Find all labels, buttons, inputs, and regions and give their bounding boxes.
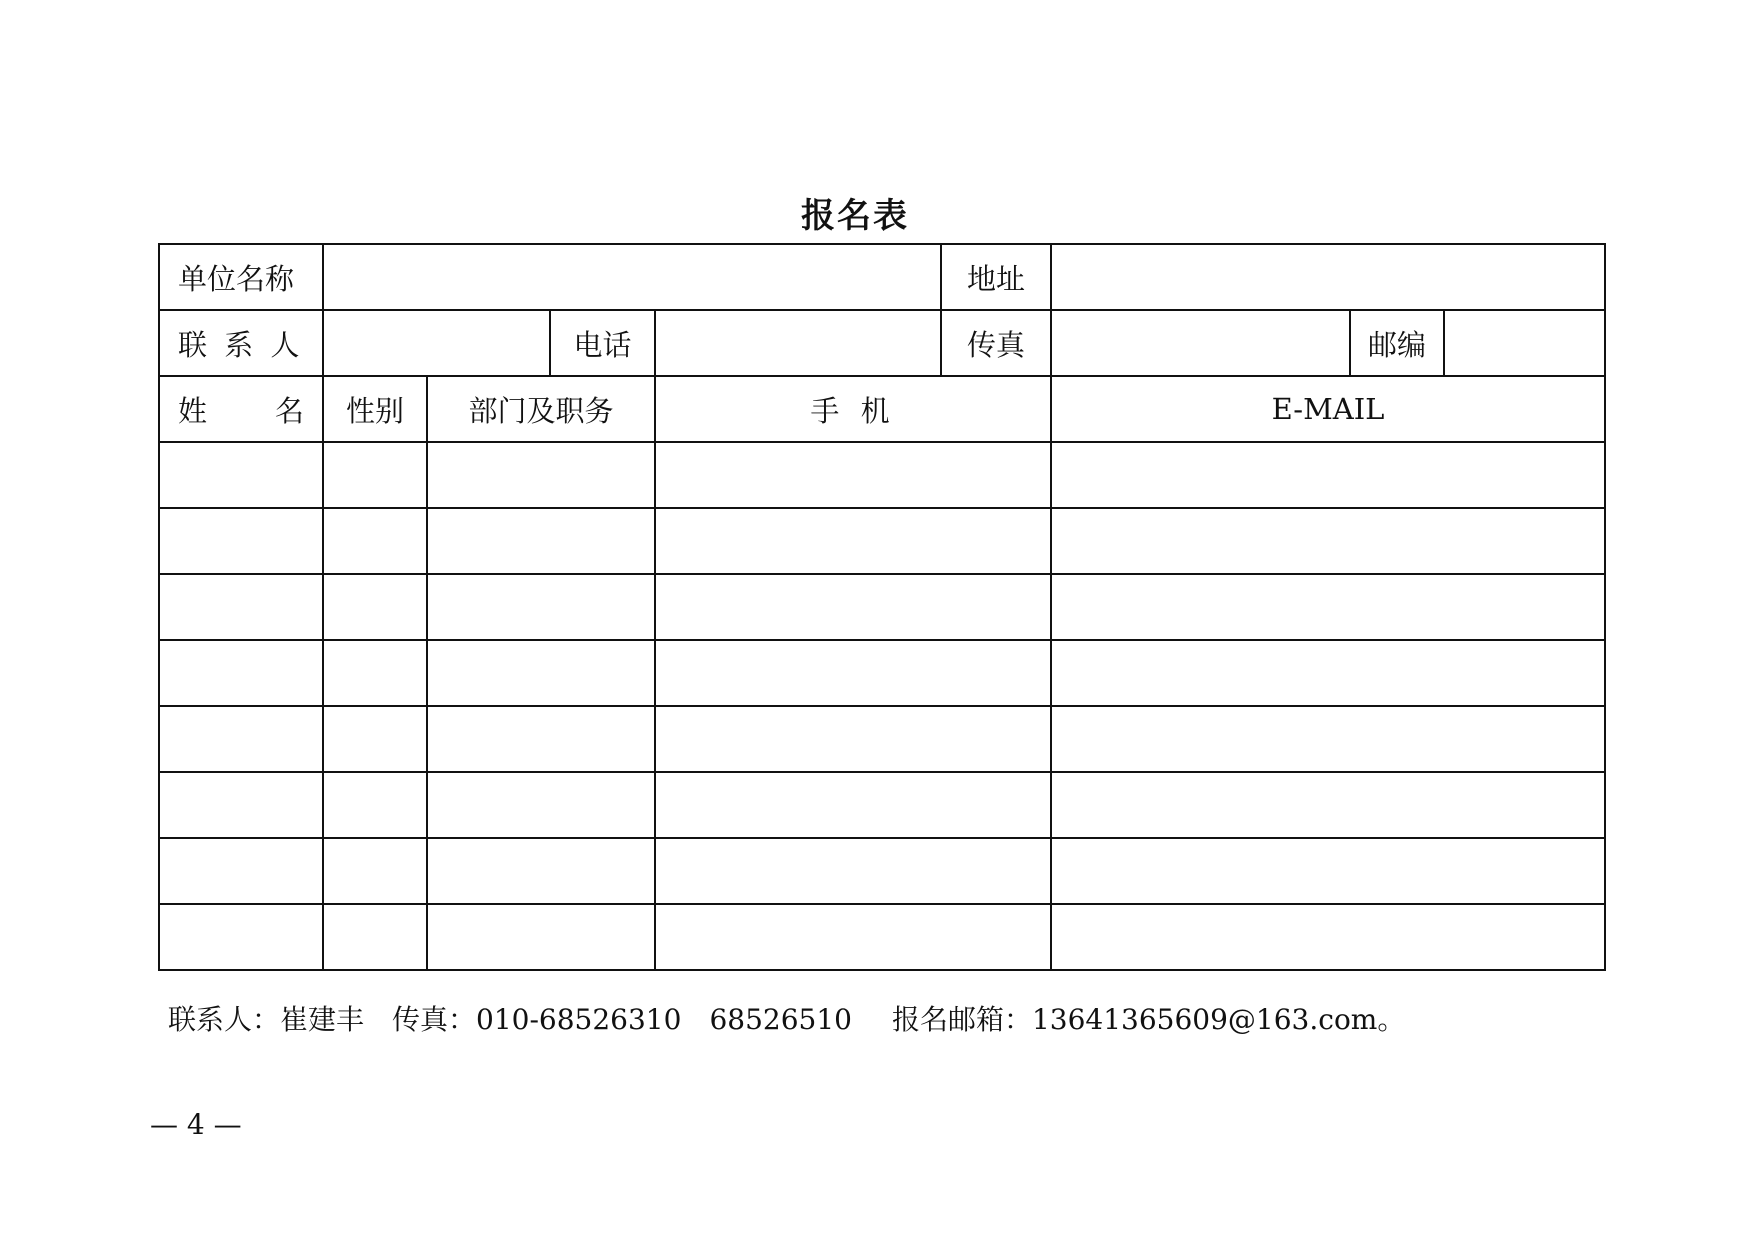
mobile-header: 手 机 bbox=[655, 376, 1051, 442]
name-header bbox=[159, 376, 323, 442]
unit-name-label: 单位名称 bbox=[159, 244, 323, 310]
table-row bbox=[159, 904, 1605, 970]
page-title: 报名表 bbox=[801, 196, 909, 236]
name-header-right: 名 bbox=[274, 393, 304, 428]
mobile-cell[interactable] bbox=[655, 640, 1051, 706]
mobile-cell[interactable] bbox=[655, 772, 1051, 838]
gender-header: 性别 bbox=[323, 376, 427, 442]
name-header-left: 姓 bbox=[178, 393, 208, 428]
footer-email: 报名邮箱：13641365609@163.com。 bbox=[891, 1003, 1406, 1036]
dept-cell[interactable] bbox=[427, 442, 655, 508]
email-cell[interactable] bbox=[1051, 574, 1605, 640]
name-cell[interactable] bbox=[159, 442, 323, 508]
gender-cell[interactable] bbox=[323, 574, 427, 640]
gender-cell[interactable] bbox=[323, 838, 427, 904]
gender-cell[interactable] bbox=[323, 442, 427, 508]
mobile-cell[interactable] bbox=[655, 838, 1051, 904]
phone-field[interactable] bbox=[655, 310, 941, 376]
contact-person-label: 联 系 人 bbox=[159, 310, 323, 376]
name-cell[interactable] bbox=[159, 904, 323, 970]
table-row bbox=[159, 574, 1605, 640]
postcode-field[interactable] bbox=[1444, 310, 1605, 376]
dept-cell[interactable] bbox=[427, 574, 655, 640]
email-header: E-MAIL bbox=[1051, 376, 1605, 442]
dept-cell[interactable] bbox=[427, 838, 655, 904]
mobile-cell[interactable] bbox=[655, 508, 1051, 574]
fax-label: 传真 bbox=[941, 310, 1051, 376]
name-cell[interactable] bbox=[159, 706, 323, 772]
email-cell[interactable] bbox=[1051, 904, 1605, 970]
address-label: 地址 bbox=[941, 244, 1051, 310]
header-row bbox=[159, 376, 1605, 442]
email-cell[interactable] bbox=[1051, 706, 1605, 772]
dept-cell[interactable] bbox=[427, 706, 655, 772]
mobile-cell[interactable] bbox=[655, 442, 1051, 508]
gender-cell[interactable] bbox=[323, 904, 427, 970]
email-cell[interactable] bbox=[1051, 508, 1605, 574]
postcode-label: 邮编 bbox=[1350, 310, 1444, 376]
email-cell[interactable] bbox=[1051, 838, 1605, 904]
unit-name-field[interactable] bbox=[323, 244, 941, 310]
email-cell[interactable] bbox=[1051, 442, 1605, 508]
gender-cell[interactable] bbox=[323, 706, 427, 772]
table-row bbox=[159, 706, 1605, 772]
contact-row bbox=[159, 310, 1605, 376]
footer-fax: 传真：010-68526310 bbox=[392, 1003, 682, 1036]
gender-cell[interactable] bbox=[323, 508, 427, 574]
attendee-rows bbox=[159, 442, 1605, 970]
address-field[interactable] bbox=[1051, 244, 1605, 310]
dept-cell[interactable] bbox=[427, 772, 655, 838]
footer-note bbox=[168, 998, 1405, 1038]
mobile-cell[interactable] bbox=[655, 574, 1051, 640]
gender-cell[interactable] bbox=[323, 640, 427, 706]
dept-cell[interactable] bbox=[427, 904, 655, 970]
gender-cell[interactable] bbox=[323, 772, 427, 838]
mobile-cell[interactable] bbox=[655, 706, 1051, 772]
footer-contact: 联系人：崔建丰 bbox=[168, 1003, 365, 1036]
registration-form-table bbox=[158, 243, 1606, 971]
dept-cell[interactable] bbox=[427, 508, 655, 574]
page-number: — 4 — bbox=[150, 1108, 242, 1141]
name-cell[interactable] bbox=[159, 508, 323, 574]
email-cell[interactable] bbox=[1051, 772, 1605, 838]
table-row bbox=[159, 772, 1605, 838]
contact-person-field[interactable] bbox=[323, 310, 550, 376]
table-row bbox=[159, 640, 1605, 706]
fax-field[interactable] bbox=[1051, 310, 1350, 376]
dept-cell[interactable] bbox=[427, 640, 655, 706]
footer-fax2: 68526510 bbox=[709, 1003, 852, 1036]
email-cell[interactable] bbox=[1051, 640, 1605, 706]
unit-row bbox=[159, 244, 1605, 310]
name-cell[interactable] bbox=[159, 640, 323, 706]
dept-header: 部门及职务 bbox=[427, 376, 655, 442]
name-cell[interactable] bbox=[159, 772, 323, 838]
name-cell[interactable] bbox=[159, 574, 323, 640]
table-row bbox=[159, 442, 1605, 508]
table-row bbox=[159, 508, 1605, 574]
mobile-cell[interactable] bbox=[655, 904, 1051, 970]
phone-label: 电话 bbox=[550, 310, 655, 376]
name-cell[interactable] bbox=[159, 838, 323, 904]
table-row bbox=[159, 838, 1605, 904]
